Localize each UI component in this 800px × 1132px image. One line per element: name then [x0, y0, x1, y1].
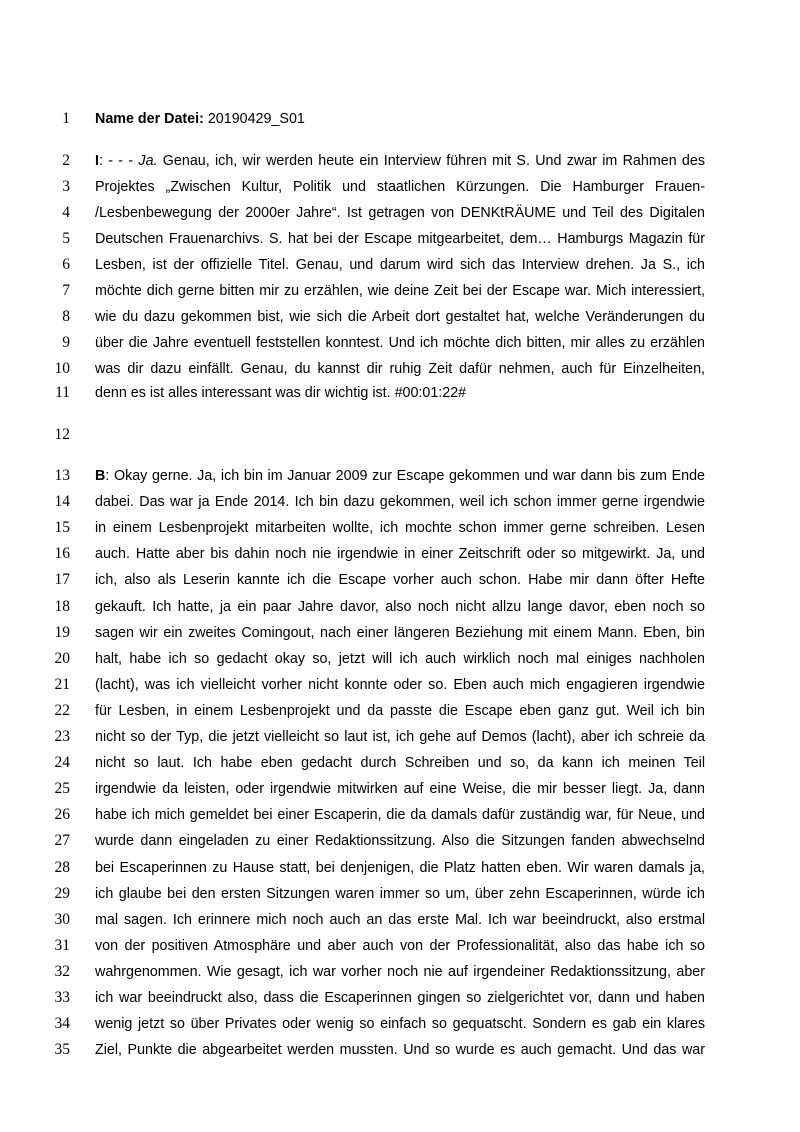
transcript-line [0, 986, 800, 1010]
transcript-line [0, 777, 800, 801]
transcript-line [0, 305, 800, 329]
transcript-line [0, 516, 800, 540]
transcript-line [0, 423, 800, 447]
line-number: 27 [54, 832, 70, 850]
text-line: über die Jahre eventuell feststellen konntest. Und ich möchte dich bitten, mir alles zu erzählen [95, 335, 705, 351]
line-number: 25 [54, 780, 70, 798]
transcript-line [0, 1038, 800, 1062]
text-line: Projektes „Zwischen Kultur, Politik und staatlichen Kürzungen. Die Hamburger Frauen- [95, 179, 705, 195]
line-number: 10 [54, 360, 70, 377]
transcript-line [0, 357, 800, 381]
line-number: 15 [54, 519, 70, 537]
transcript-line [0, 490, 800, 514]
transcript-line [0, 107, 800, 131]
line-number: 6 [62, 256, 70, 273]
line-number: 32 [54, 962, 70, 980]
text-line: auch. Hatte aber bis dahin noch nie irgendwie in einer Zeitschrift oder so mitgewirkt. Ja, und [95, 546, 705, 563]
transcript-line [0, 464, 800, 488]
text-line: Deutschen Frauenarchivs. S. hat bei der Escape mitgearbeitet, dem… Hamburgs Magazin für [95, 231, 705, 247]
transcript-line [0, 1012, 800, 1036]
text-line: ich, also als Leserin kannte ich die Escape vorher auch schon. Habe mir dann öfter Hefte [95, 572, 705, 589]
transcript-line [0, 725, 800, 749]
line-number: 29 [54, 884, 70, 902]
transcript-line [0, 175, 800, 199]
transcript-line [0, 908, 800, 932]
line-number: 7 [62, 282, 70, 299]
line-number: 14 [54, 493, 70, 511]
transcript-line [0, 803, 800, 827]
text-segment: Genau, ich, wir werden heute ein Interview führen mit S. Und zwar im Rahmen des [157, 153, 705, 169]
line-number: 5 [62, 230, 70, 247]
line-number: 21 [54, 675, 70, 693]
text-line: /Lesbenbewegung der 2000er Jahre“. Ist getragen von DENKtRÄUME und Teil des Digitalen [95, 205, 705, 221]
line-number: 16 [54, 545, 70, 563]
text-line: wahrgenommen. Wie gesagt, ich war vorher noch nie auf irgendeiner Redaktionssitzung, aber [95, 963, 705, 980]
line-number: 24 [54, 754, 70, 772]
transcript-line [0, 331, 800, 355]
transcript-line [0, 829, 800, 853]
line-number: 4 [62, 204, 70, 221]
line-number: 8 [62, 308, 70, 325]
transcript-line [0, 279, 800, 303]
line-number: 34 [54, 1015, 70, 1033]
transcript-line [0, 882, 800, 906]
transcript-line [0, 751, 800, 775]
line-number: 28 [54, 858, 70, 876]
speaker-label-respondent: B [95, 468, 106, 484]
text-line: möchte dich gerne bitten mir zu erzählen, wie deine Zeit bei der Escape war. Mich interessiert, [95, 283, 705, 299]
line-number: 9 [62, 334, 70, 351]
line-number: 35 [54, 1041, 70, 1059]
italic-ja: Ja. [138, 153, 158, 169]
text-line: Ziel, Punkte die abgearbeitet werden mussten. Und so wurde es auch gemacht. Und das war [95, 1042, 705, 1059]
text-line: mal sagen. Ich erinnere mich noch auch an das erste Mal. Ich war beeindruckt, also erstmal [95, 911, 705, 928]
line-number: 17 [54, 571, 70, 589]
text-line: (lacht), was ich vielleicht vorher nicht konnte oder so. Eben auch mich engagieren irgendwie [95, 676, 705, 693]
file-name-line [95, 107, 705, 131]
text-line: irgendwie da leisten, oder irgendwie mitwirken auf eine Weise, die mir besser liegt. Ja, dann [95, 781, 705, 798]
text-line: habe ich mich gemeldet bei einer Escaperin, die da damals dafür zuständig war, für Neue, und [95, 807, 705, 824]
transcript-line [0, 542, 800, 566]
text-line: ich glaube bei den ersten Sitzungen waren immer so um, über zehn Escaperinnen, würde ich [95, 885, 705, 902]
speaker-separator: : - - - [98, 153, 139, 169]
line-number: 22 [54, 701, 70, 719]
text-line: von der positiven Atmosphäre und aber auch von der Professionalität, also das habe ich so [95, 937, 705, 954]
text-line: halt, habe ich so gedacht okay so, jetzt will ich auch wirklich noch mal einiges nachholen [95, 650, 705, 667]
text-line: nicht so der Typ, die jetzt vielleicht so laut ist, ich gehe auf Demos (lacht), aber ich schreie da [95, 729, 705, 745]
line-number: 1 [62, 110, 70, 127]
transcript-line [0, 568, 800, 592]
text-line: sagen wir ein zweites Comingout, nach einer längeren Beziehung mit einem Mann. Eben, bin [95, 624, 705, 641]
text-line: wurde dann eingeladen zu einer Redaktionssitzung. Also die Sitzungen fanden abwechselnd [95, 833, 705, 850]
respondent-turn-start [95, 464, 705, 488]
text-line: denn es ist alles interessant was dir wichtig ist. #00:01:22# [95, 385, 467, 401]
line-number: 33 [54, 989, 70, 1006]
line-number: 31 [54, 936, 70, 954]
text-line: wenig jetzt so über Privates oder wenig so einfach so gequatscht. Sondern es gab ein klares [95, 1016, 705, 1033]
text-line: Lesben, ist der offizielle Titel. Genau, und darum wird sich das Interview drehen. Ja S., ich [95, 257, 705, 273]
text-line: in einem Lesbenprojekt mitarbeiten wollte, ich mochte schon immer gerne schreiben. Lesen [95, 520, 705, 537]
text-line: was dir dazu einfällt. Genau, du kannst dir ruhig Zeit dafür nehmen, auch für Einzelheiten, [95, 361, 705, 377]
text-line: nicht so laut. Ich habe eben gedacht durch Schreiben und so, da kann ich meinen Teil [95, 755, 705, 772]
text-line: dabei. Das war ja Ende 2014. Ich bin dazu gekommen, weil ich schon immer gerne irgendwie [95, 494, 705, 511]
line-number: 11 [55, 384, 70, 401]
file-name-value: 20190429_S01 [207, 111, 305, 127]
text-line: für Lesben, in einem Lesbenprojekt und da passte die Escape eben ganz gut. Weil ich bin [95, 702, 705, 719]
line-number: 23 [54, 728, 70, 745]
speaker-label-interviewer: I [95, 153, 99, 169]
line-number: 3 [62, 178, 70, 195]
line-number: 18 [54, 597, 70, 615]
transcript-line [0, 149, 800, 173]
transcript-line [0, 227, 800, 251]
text-line: wie du dazu gekommen bist, wie sich die Arbeit dort gestaltet hat, welche Veränderungen du [95, 309, 705, 325]
transcript-line [0, 856, 800, 880]
text-line: bei Escaperinnen zu Hause statt, bei denjenigen, die Platz hatten eben. Wir waren damals ja, [95, 859, 705, 876]
text-line: gekauft. Ich hatte, ja ein paar Jahre davor, also noch nicht allzu lange davor, eben noch so [95, 598, 705, 615]
line-number: 20 [54, 649, 70, 667]
transcript-line [0, 673, 800, 697]
transcript-line [0, 647, 800, 671]
line-number: 30 [54, 910, 70, 928]
transcript-line [0, 699, 800, 723]
file-name-label: Name der Datei: [95, 111, 204, 127]
line-number: 12 [54, 426, 70, 443]
transcript-line [0, 934, 800, 958]
line-number: 26 [54, 806, 70, 824]
transcript-line [0, 960, 800, 984]
line-number: 2 [62, 152, 70, 169]
transcript-line [0, 595, 800, 619]
line-number: 19 [54, 623, 70, 641]
text-line: ich war beeindruckt also, dass die Escaperinnen gingen so zielgerichtet vor, dann und haben [95, 990, 705, 1006]
transcript-line [0, 621, 800, 645]
line-number: 13 [54, 467, 70, 484]
transcript-line [0, 201, 800, 225]
interviewer-turn-start [95, 149, 705, 173]
transcript-line [0, 253, 800, 277]
transcript-line [0, 381, 800, 405]
text-segment: : Okay gerne. Ja, ich bin im Januar 2009 zur Escape gekommen und war dann bis zum Ende [105, 468, 705, 484]
